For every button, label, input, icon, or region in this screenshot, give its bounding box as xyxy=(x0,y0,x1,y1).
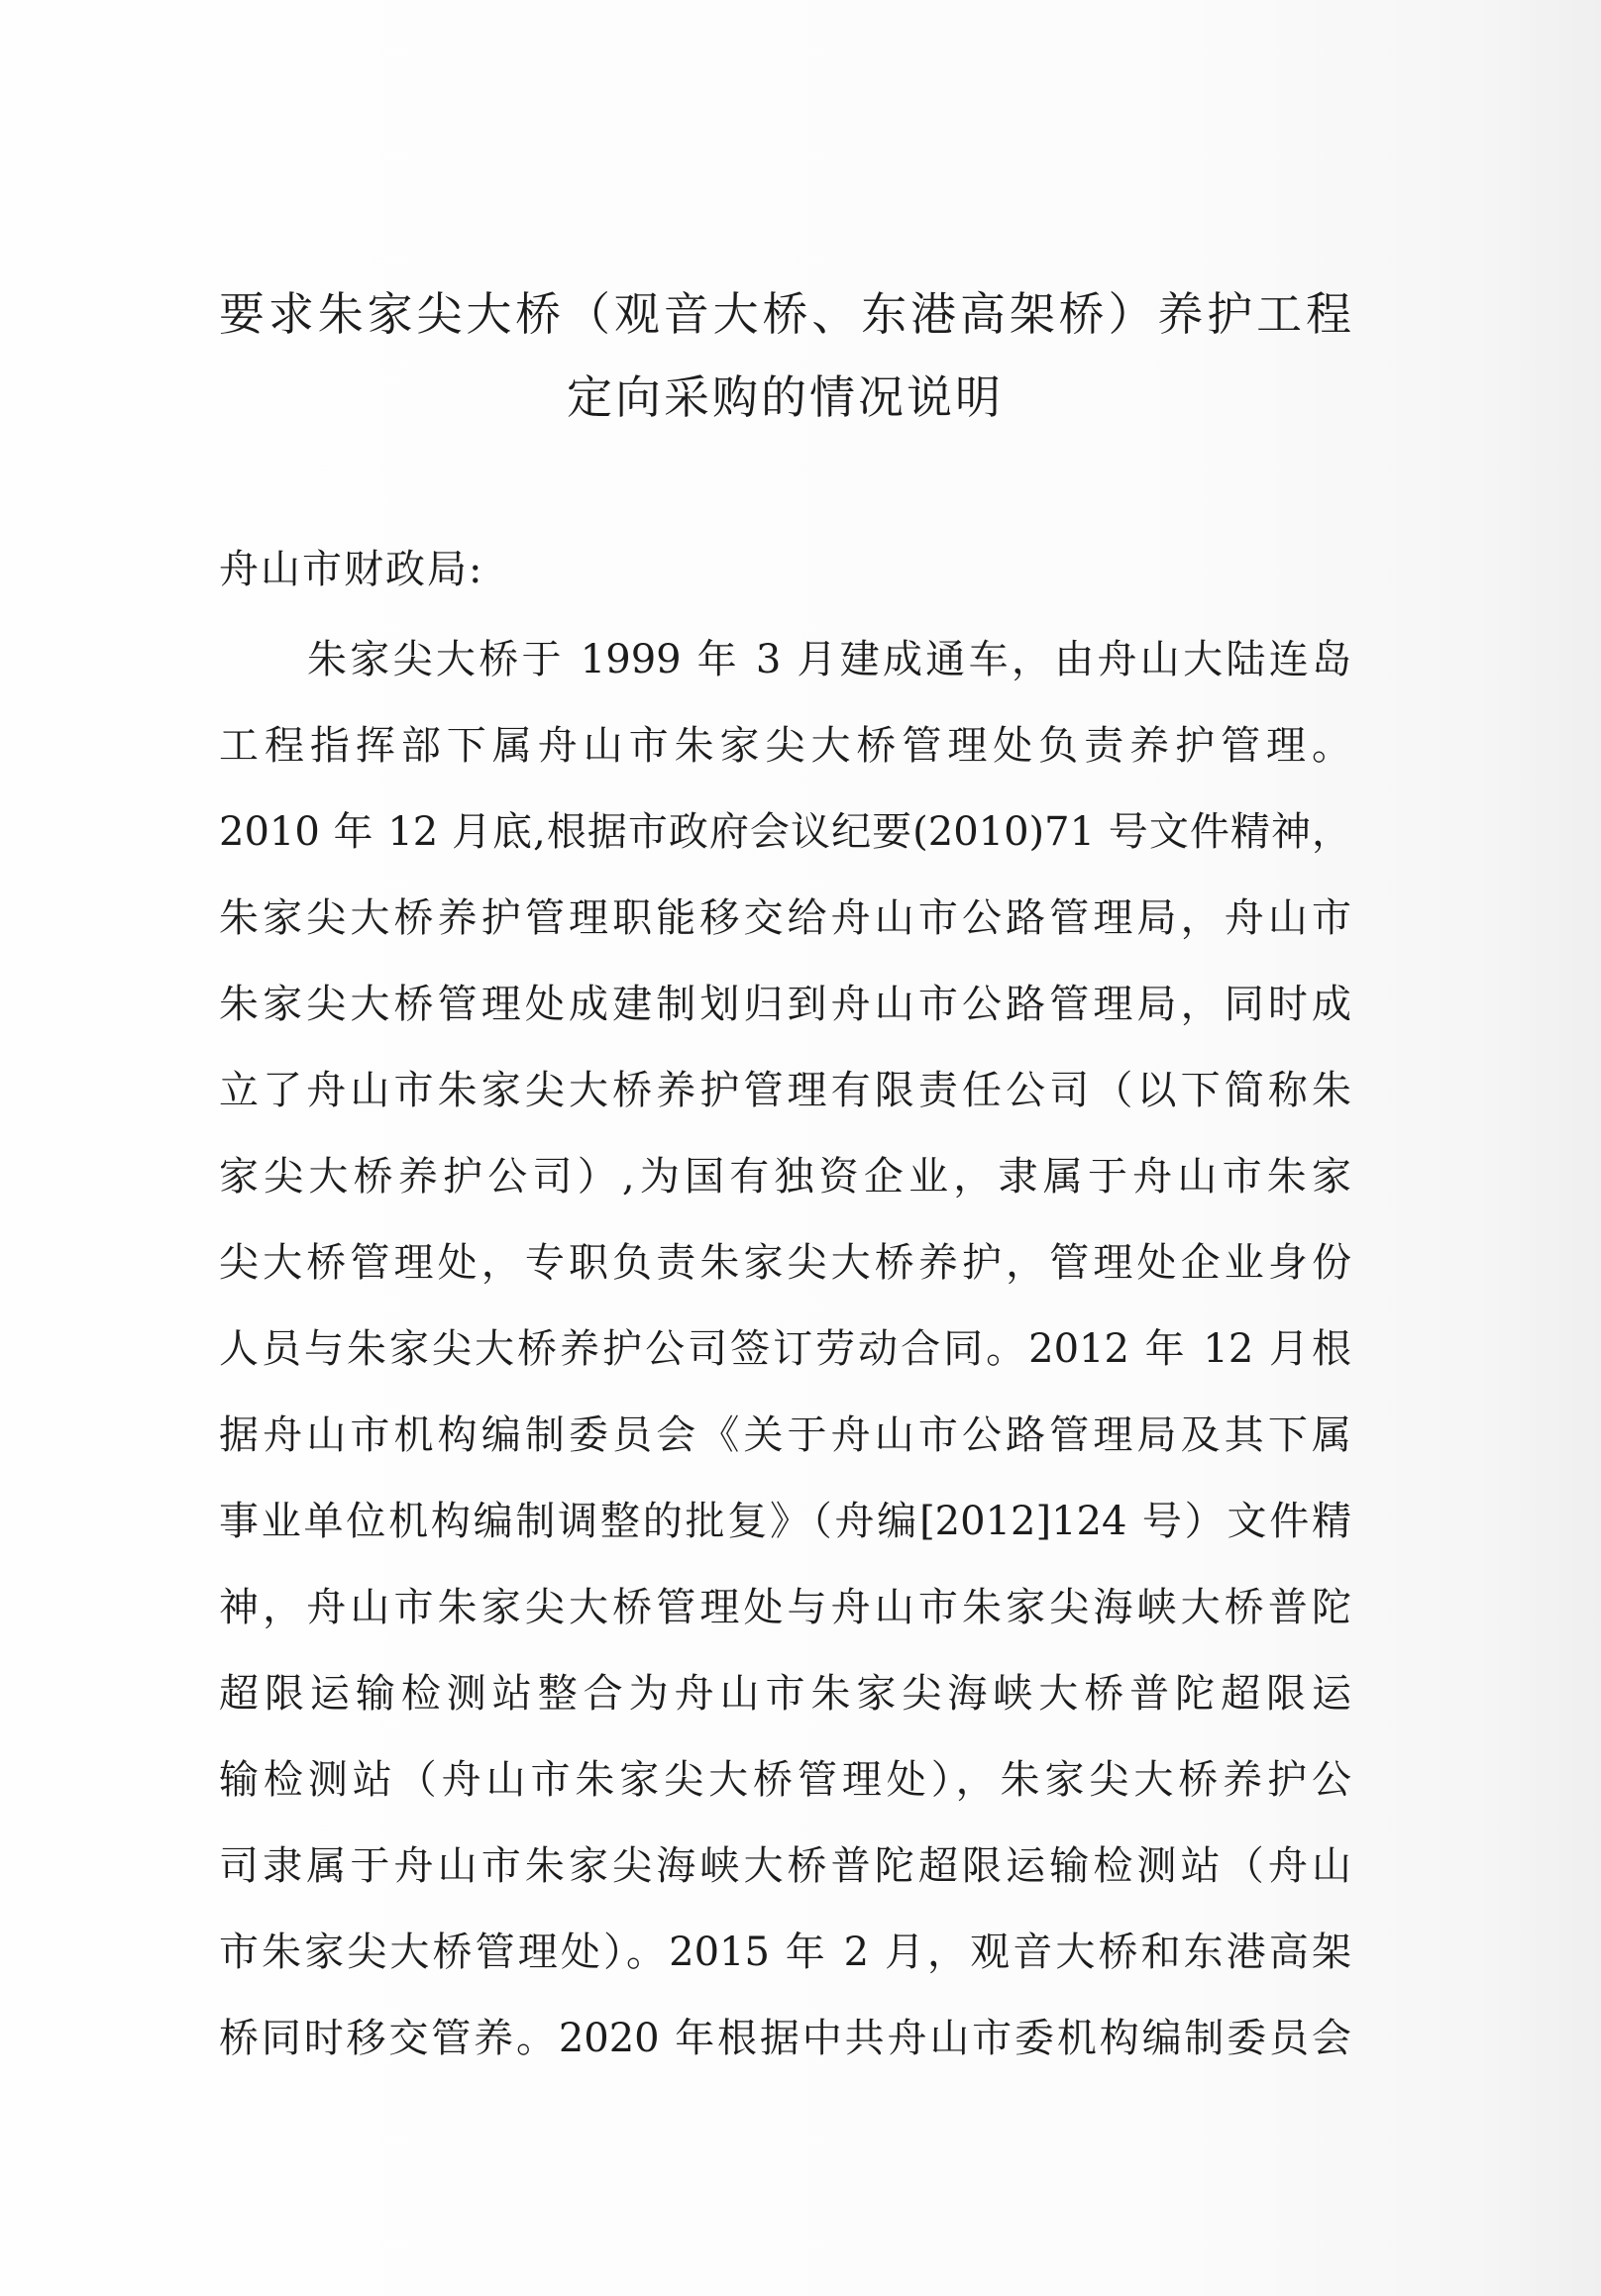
body-line: 据舟山市机构编制委员会《关于舟山市公路管理局及其下属 xyxy=(219,1412,1351,1458)
title-line-1: 要求朱家尖大桥（观音大桥、东港高架桥）养护工程 xyxy=(219,287,1351,341)
body-line: 朱家尖大桥于 1999 年 3 月建成通车，由舟山大陆连岛 xyxy=(307,637,1351,682)
body-paragraph xyxy=(219,617,1351,2082)
body-line: 立了舟山市朱家尖大桥养护管理有限责任公司（以下简称朱 xyxy=(219,1068,1351,1113)
body-line: 朱家尖大桥养护管理职能移交给舟山市公路管理局，舟山市 xyxy=(219,895,1351,941)
document-title xyxy=(219,272,1351,439)
body-line: 尖大桥管理处，专职负责朱家尖大桥养护，管理处企业身份 xyxy=(219,1240,1351,1286)
body-line: 输检测站（舟山市朱家尖大桥管理处），朱家尖大桥养护公 xyxy=(219,1757,1351,1803)
body-line: 神，舟山市朱家尖大桥管理处与舟山市朱家尖海峡大桥普陀 xyxy=(219,1585,1351,1630)
body-line: 超限运输检测站整合为舟山市朱家尖海峡大桥普陀超限运 xyxy=(219,1671,1351,1717)
body-line: 桥同时移交管养。2020 年根据中共舟山市委机构编制委员会 xyxy=(219,2016,1351,2061)
title-line-2: 定向采购的情况说明 xyxy=(567,370,1004,424)
salutation: 舟山市财政局: xyxy=(219,547,484,592)
body-line: 2010 年 12 月底,根据市政府会议纪要(2010)71 号文件精神， xyxy=(219,809,1351,855)
body-line: 朱家尖大桥管理处成建制划归到舟山市公路管理局，同时成 xyxy=(219,982,1351,1027)
body-line: 家尖大桥养护公司）,为国有独资企业，隶属于舟山市朱家 xyxy=(219,1154,1351,1200)
body-line: 市朱家尖大桥管理处）。2015 年 2 月，观音大桥和东港高架 xyxy=(219,1930,1351,1975)
body-line: 事业单位机构编制调整的批复》（舟编[2012]124 号）文件精 xyxy=(219,1499,1351,1544)
body-line: 司隶属于舟山市朱家尖海峡大桥普陀超限运输检测站（舟山 xyxy=(219,1843,1351,1889)
body-line: 人员与朱家尖大桥养护公司签订劳动合同。2012 年 12 月根 xyxy=(219,1326,1351,1372)
body-line: 工程指挥部下属舟山市朱家尖大桥管理处负责养护管理。 xyxy=(219,723,1351,769)
